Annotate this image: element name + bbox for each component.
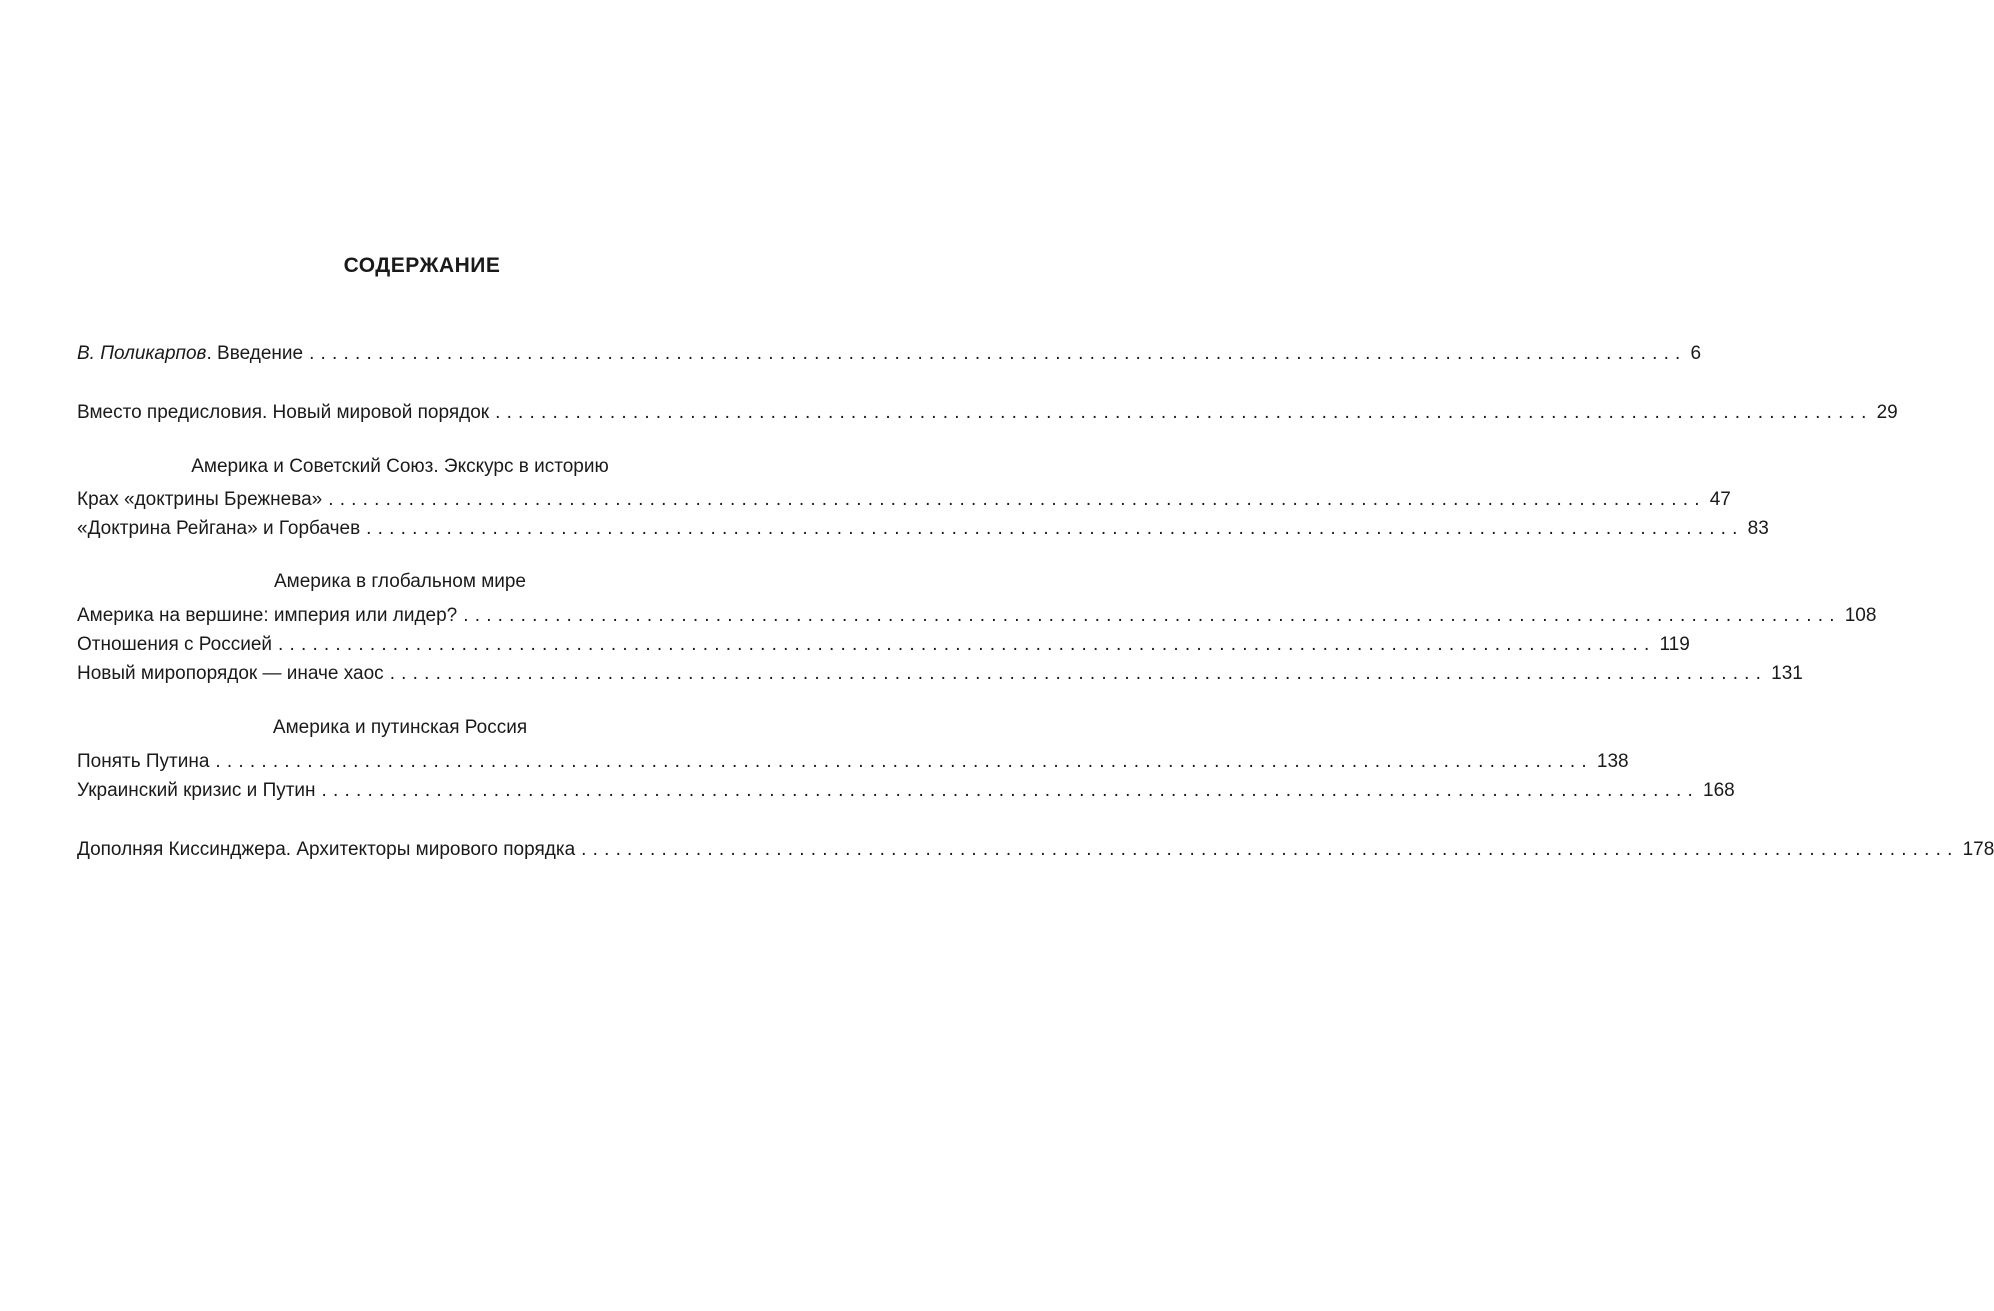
leader-dots: ........................................................................................................................: [321, 780, 1700, 801]
toc-entry-afterword[interactable]: [77, 838, 1994, 862]
leader-dots: ........................................................................................................................: [328, 489, 1706, 510]
toc-entry-page: 29: [1876, 402, 1898, 423]
toc-entry-page: 119: [1659, 634, 1690, 655]
toc-entry-preface[interactable]: [77, 401, 1898, 425]
leader-dots: ........................................................................................................................: [309, 343, 1687, 364]
toc-entry-page: 108: [1844, 605, 1877, 626]
section-heading: Америка и путинская Россия: [272, 717, 528, 738]
toc-entry-label: Новый миропорядок — иначе хаос: [77, 663, 384, 684]
leader-dots: ........................................................................................................................: [366, 518, 1744, 539]
toc-entry-label: В. Поликарпов. Введение: [77, 343, 304, 364]
leader-dots: ........................................................................................................................: [215, 751, 1593, 772]
toc-entry-label: Отношения с Россией: [77, 634, 273, 655]
toc-entry-page: 131: [1771, 663, 1803, 684]
toc-entry-page: 178: [1962, 839, 1994, 860]
toc-entry-label: Крах «доктрины Брежнева»: [77, 489, 323, 510]
toc-entry[interactable]: [77, 604, 1877, 628]
toc-entry-label: Америка на вершине: империя или лидер?: [77, 605, 458, 626]
toc-entry-page: 138: [1596, 751, 1629, 772]
toc-entry-label: Вместо предисловия. Новый мировой порядок: [77, 402, 490, 423]
toc-entry-label: Украинский кризис и Путин: [77, 780, 316, 801]
section-heading: Америка в глобальном мире: [273, 571, 527, 592]
toc-entry-label: Дополняя Киссинджера. Архитекторы мирового порядка: [77, 839, 576, 860]
toc-entry-label: «Доктрина Рейгана» и Горбачев: [77, 518, 361, 539]
toc-entry-author: В. Поликарпов: [77, 343, 207, 364]
section-heading: Америка и Советский Союз. Экскурс в историю: [191, 456, 609, 477]
leader-dots: ........................................................................................................................: [581, 839, 1959, 860]
toc-entry[interactable]: [77, 517, 1769, 541]
toc-entry-page: 47: [1709, 489, 1731, 510]
leader-dots: ........................................................................................................................: [278, 634, 1656, 655]
toc-entry-label: Понять Путина: [77, 751, 210, 772]
leader-dots: ........................................................................................................................: [389, 663, 1768, 684]
toc-entry[interactable]: [77, 633, 1690, 657]
toc-entry[interactable]: [77, 662, 1803, 686]
toc-entry[interactable]: [77, 488, 1731, 512]
toc-entry-page: 168: [1703, 780, 1735, 801]
toc-entry[interactable]: [77, 779, 1735, 803]
toc-entry-page: 83: [1747, 518, 1769, 539]
leader-dots: ........................................................................................................................: [495, 402, 1873, 423]
toc-entry[interactable]: [77, 750, 1629, 774]
toc-title: СОДЕРЖАНИЕ: [343, 254, 501, 277]
toc-entry-intro[interactable]: [77, 342, 1702, 366]
toc-entry-page: 6: [1690, 343, 1702, 364]
leader-dots: ........................................................................................................................: [463, 605, 1841, 626]
